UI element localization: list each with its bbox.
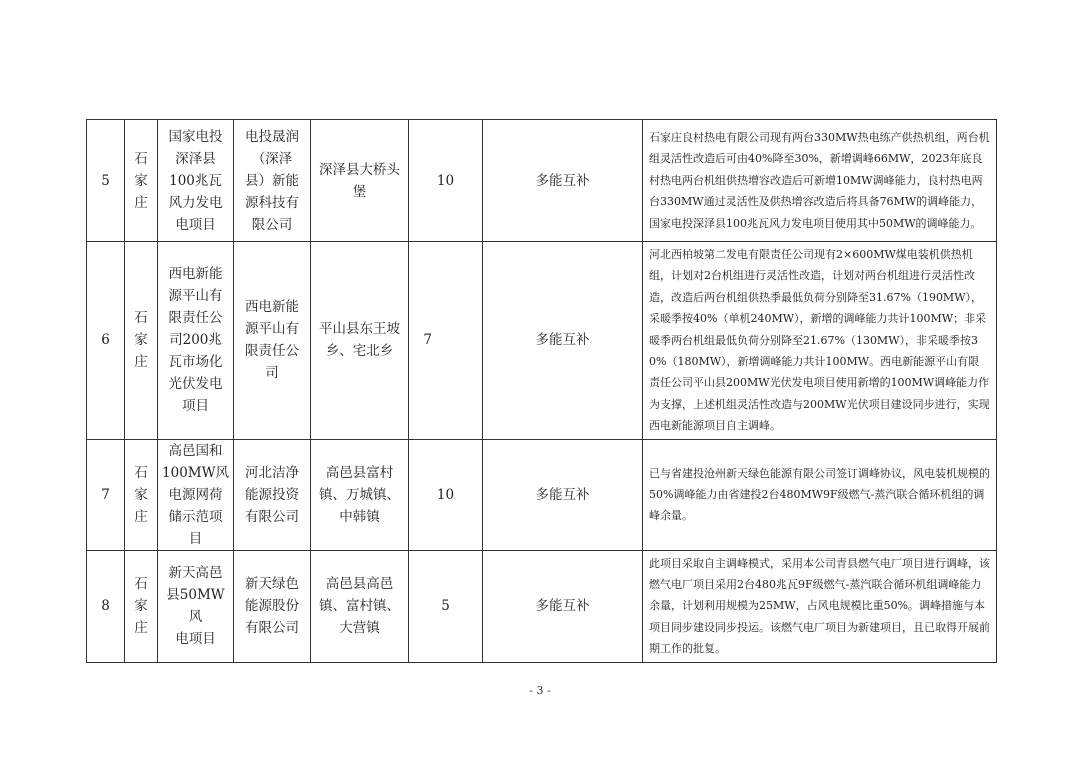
row-index: 7 — [87, 439, 125, 550]
row-capacity: 5 — [409, 550, 483, 662]
row-description: 此项目采取自主调峰模式，采用本公司青县燃气电厂项目进行调峰，该燃气电厂项目采用2台480兆瓦9F级燃气-蒸汽联合循环机组调峰能力余量，计划利用规模为25MW，占风电规模比重50%。调峰措施与本项目同步建设同步投运。该燃气电厂项目为新建项目，且已取得开展前期工作的批复。 — [643, 550, 997, 662]
row-location: 高邑县高邑 镇、富村镇、 大营镇 — [311, 550, 409, 662]
project-table — [86, 119, 997, 663]
row-mode: 多能互补 — [483, 439, 643, 550]
row-city: 石 家 庄 — [125, 550, 158, 662]
row-city: 石 家 庄 — [125, 439, 158, 550]
row-project: 国家电投 深泽县 100兆瓦 风力发电 电项目 — [158, 120, 234, 242]
row-capacity: 10 — [409, 439, 483, 550]
row-description: 河北西柏坡第二发电有限责任公司现有2×600MW煤电装机供热机组，计划对2台机组进行灵活性改造，计划对两台机组进行灵活性改造，改造后两台机组供热季最低负荷分别降至31.67%（190MW），采暖季按40%（单机240MW），新增的调峰能力共计100MW；非采暖季两台机组最低负荷分别降至21.67%（130MW），非采暖季按30%（180MW），新增调峰能力共计100MW。西电新能源平山有限责任公司平山县200MW光伏发电项目使用新增的100MW调峰能力作为支撑，上述机组灵活性改造与200MW光伏项目建设同步进行，实现西电新能源项目自主调峰。 — [643, 242, 997, 440]
row-index: 8 — [87, 550, 125, 662]
row-company: 新天绿色 能源股份 有限公司 — [234, 550, 311, 662]
table-row — [87, 550, 997, 662]
table-row — [87, 439, 997, 550]
row-location: 高邑县富村 镇、万城镇、 中韩镇 — [311, 439, 409, 550]
row-project: 高邑国和 100MW风 电源网荷 储示范项 目 — [158, 439, 234, 550]
row-mode: 多能互补 — [483, 120, 643, 242]
table-row — [87, 242, 997, 440]
row-city: 石 家 庄 — [125, 120, 158, 242]
page-number: - 3 - — [529, 684, 551, 697]
row-capacity: 7 — [409, 242, 483, 440]
row-index: 6 — [87, 242, 125, 440]
row-description: 已与省建投沧州新天绿色能源有限公司签订调峰协议，风电装机规模的50%调峰能力由省建投2台480MW9F级燃气-蒸汽联合循环机组的调峰余量。 — [643, 439, 997, 550]
row-company: 河北洁净 能源投资 有限公司 — [234, 439, 311, 550]
row-index: 5 — [87, 120, 125, 242]
row-location: 平山县东王坡 乡、宅北乡 — [311, 242, 409, 440]
row-mode: 多能互补 — [483, 242, 643, 440]
row-city: 石 家 庄 — [125, 242, 158, 440]
row-project: 西电新能 源平山有 限责任公 司200兆 瓦市场化 光伏发电 项目 — [158, 242, 234, 440]
row-company: 电投晟润 （深泽 县）新能 源科技有 限公司 — [234, 120, 311, 242]
row-description: 石家庄良村热电有限公司现有两台330MW热电练产供热机组，两台机组灵活性改造后可由40%降至30%，新增调峰66MW，2023年底良村热电两台机组供热增容改造后可新增10MW调峰能力，良村热电两台330MW通过灵活性及供热增容改造后将具备76MW的调峰能力，国家电投深泽县100兆瓦风力发电项目使用其中50MW的调峰能力。 — [643, 120, 997, 242]
row-capacity: 10 — [409, 120, 483, 242]
table-row — [87, 120, 997, 242]
row-mode: 多能互补 — [483, 550, 643, 662]
row-company: 西电新能 源平山有 限责任公 司 — [234, 242, 311, 440]
row-project: 新天高邑 县50MW风 电项目 — [158, 550, 234, 662]
row-location: 深泽县大桥头 堡 — [311, 120, 409, 242]
